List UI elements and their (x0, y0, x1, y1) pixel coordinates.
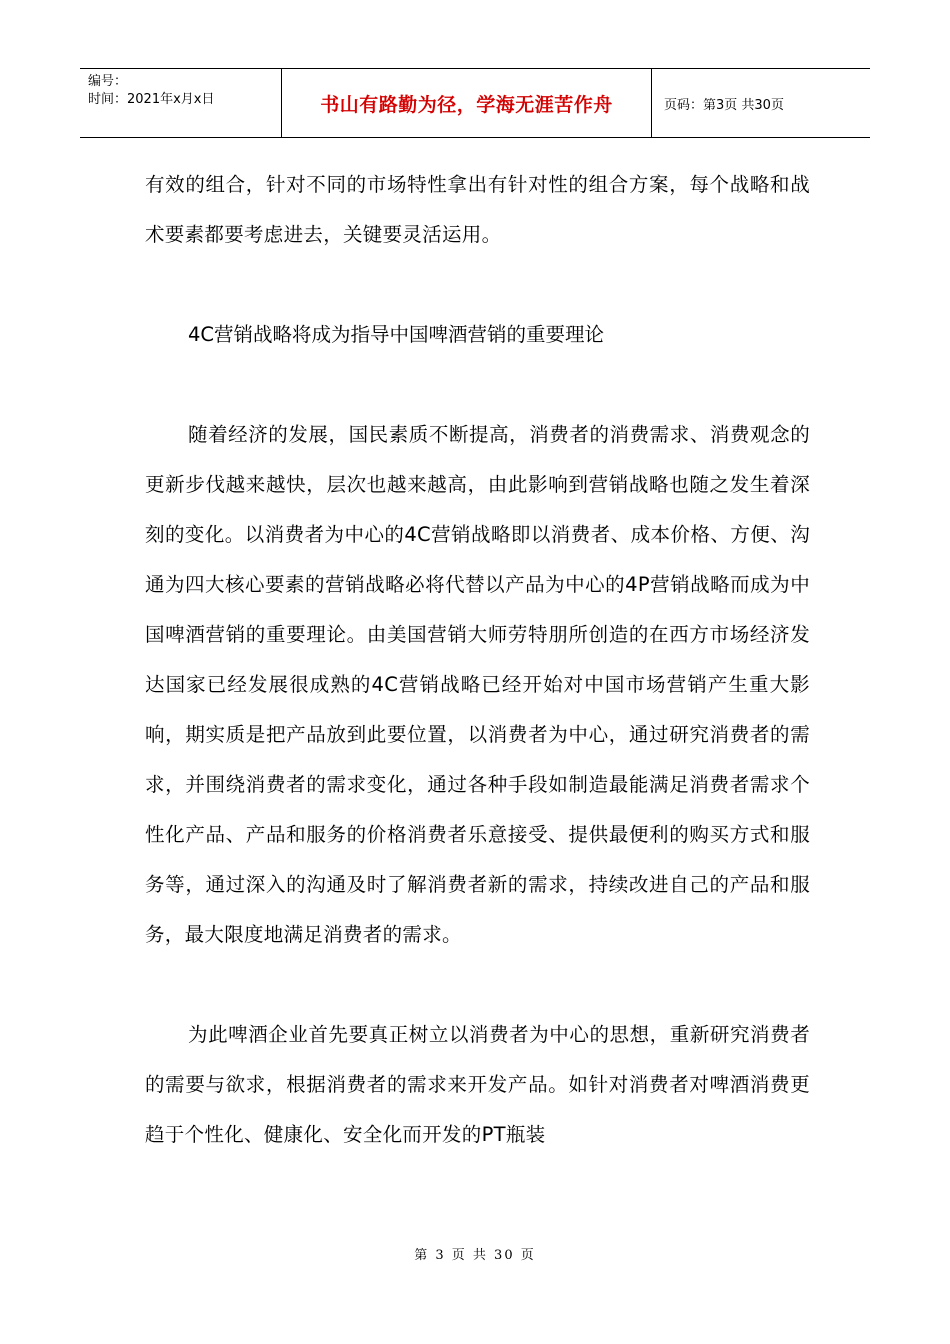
spacer (145, 260, 810, 310)
page-footer: 第 3 页 共 30 页 (414, 1248, 536, 1263)
paragraph: 随着经济的发展，国民素质不断提高，消费者的消费需求、消费观念的更新步伐越来越快，层次也越来越高，由此影响到营销战略也随之发生着深刻的变化。以消费者为中心的4C营销战略即以消费者、成本价格、方便、沟通为四大核心要素的营销战略必将代替以产品为中心的4P营销战略而成为中国啤酒营销的重要理论。由美国营销大师劳特朋所创造的在西方市场经济发达国家已经发展很成熟的4C营销战略已经开始对中国市场营销产生重大影响，期实质是把产品放到此要位置，以消费者为中心，通过研究消费者的需求，并围绕消费者的需求变化，通过各种手段如制造最能满足消费者需求个性化产品、产品和服务的价格消费者乐意接受、提供最便利的购买方式和服务等，通过深入的沟通及时了解消费者新的需求，持续改进自己的产品和服务，最大限度地满足消费者的需求。 (145, 423, 810, 946)
spacer (145, 360, 810, 410)
paragraph-continued: 有效的组合，针对不同的市场特性拿出有针对性的组合方案，每个战略和战术要素都要考虑进去，关键要灵活运用。 (145, 173, 810, 246)
time-label: 时间：2021年x月x日 (88, 92, 215, 107)
section-heading: 4C营销战略将成为指导中国啤酒营销的重要理论 (188, 323, 605, 346)
header-meta (80, 69, 282, 137)
paragraph: 为此啤酒企业首先要真正树立以消费者为中心的思想，重新研究消费者的需要与欲求，根据消费者的需求来开发产品。如针对消费者对啤酒消费更趋于个性化、健康化、安全化而开发的PT瓶装 (145, 1023, 810, 1146)
document-body (145, 160, 810, 1160)
header-motto: 书山有路勤为径，学海无涯苦作舟 (282, 69, 652, 137)
header-page-info: 页码：第3页 共30页 (664, 97, 784, 113)
number-label: 编号： (88, 74, 128, 89)
spacer (145, 960, 810, 1010)
page-header (80, 68, 870, 138)
